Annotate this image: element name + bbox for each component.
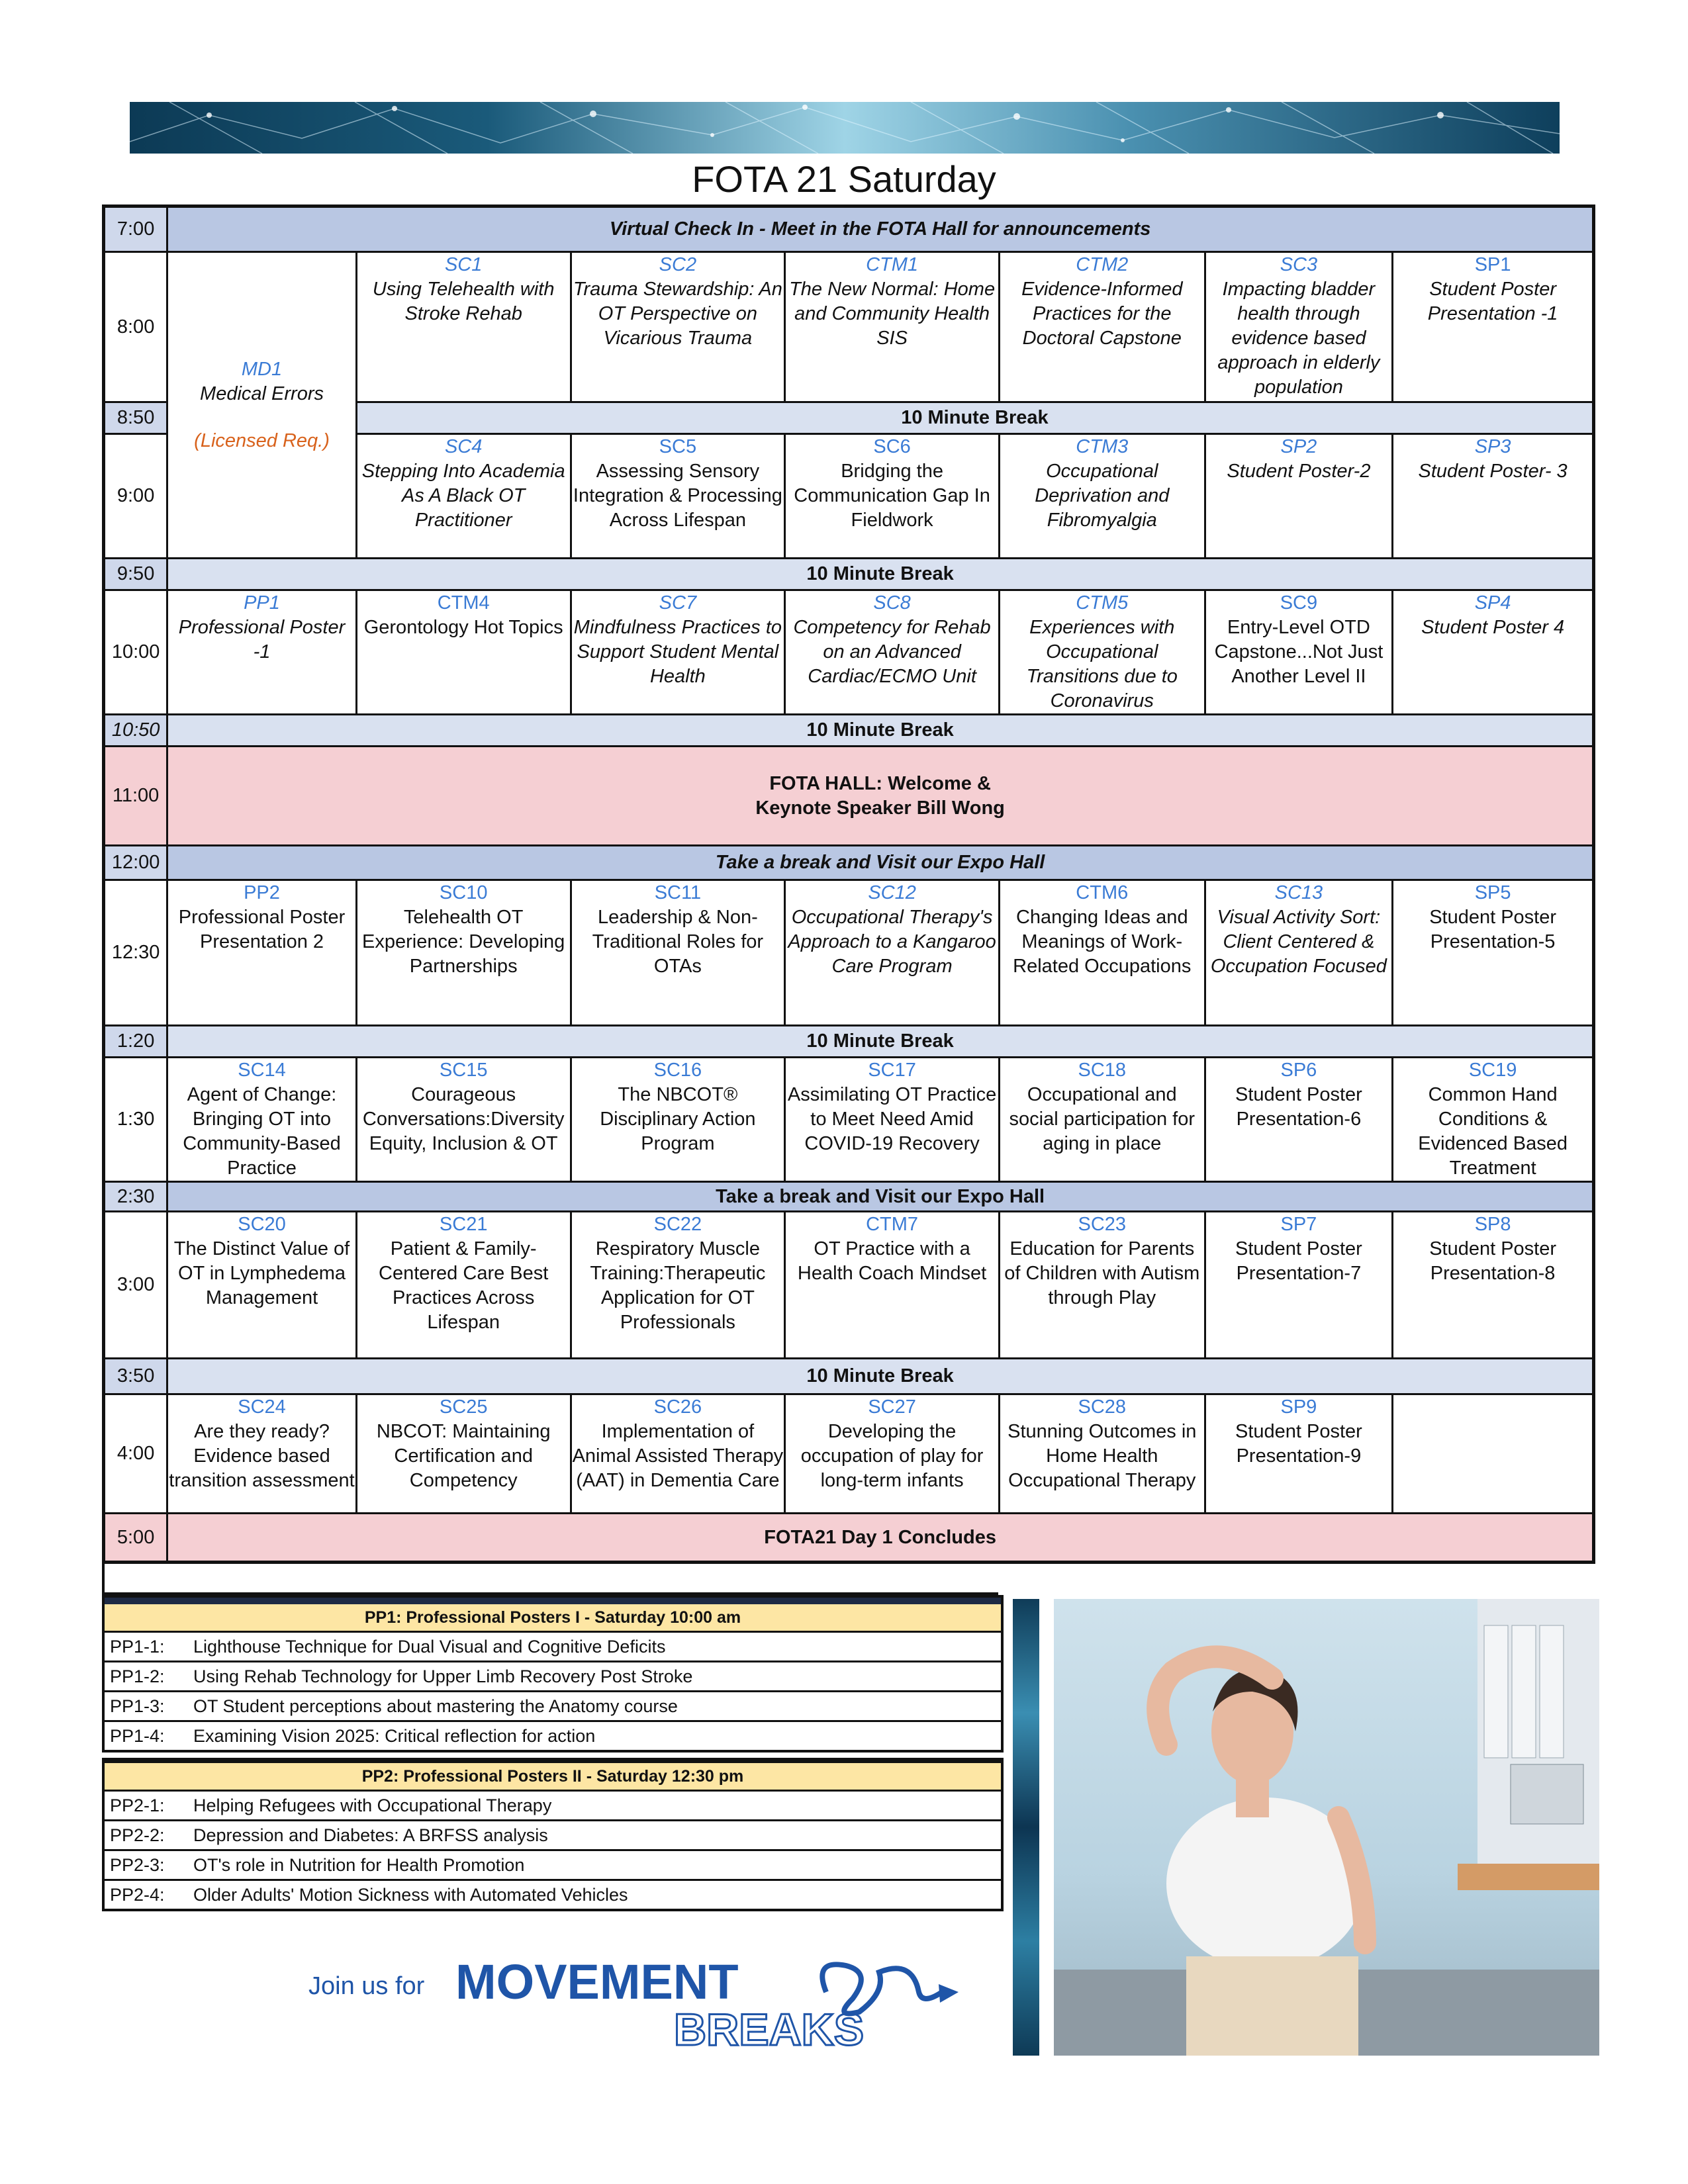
session-code: PP1 — [244, 592, 280, 614]
session-title: Student Poster Presentation-7 — [1235, 1238, 1362, 1284]
session-code: SC1 — [444, 254, 483, 275]
session-pp1[interactable] — [167, 590, 357, 715]
row-0130 — [104, 1058, 1594, 1182]
time-label: 12:00 — [104, 846, 167, 880]
session-sp6[interactable] — [1205, 1058, 1393, 1182]
session-title: Occupational and social participation for aging in place — [1009, 1084, 1196, 1154]
session-code: SC15 — [439, 1060, 488, 1081]
poster-title: Helping Refugees with Occupational Therapy — [193, 1796, 552, 1815]
session-code: SP7 — [1280, 1214, 1317, 1235]
row-1100 — [104, 747, 1594, 846]
session-title: Occupational Therapy's Approach to a Kangaroo Care Program — [788, 907, 996, 977]
session-title: Entry-Level OTD Capstone...Not Just Another Level II — [1214, 617, 1383, 687]
session-title: Student Poster Presentation-9 — [1235, 1421, 1362, 1467]
session-md1[interactable] — [167, 252, 357, 559]
session-sc14[interactable] — [167, 1058, 357, 1182]
row-0400 — [104, 1394, 1594, 1514]
page-title: FOTA 21 Saturday — [692, 158, 996, 200]
session-code: CTM6 — [1076, 882, 1129, 903]
session-code: SC4 — [444, 436, 483, 457]
session-ctm7[interactable] — [785, 1212, 1000, 1359]
session-title: Student Poster Presentation -1 — [1427, 279, 1558, 324]
row-0500 — [104, 1514, 1594, 1563]
session-code: SC13 — [1274, 882, 1323, 903]
session-code: SC11 — [654, 882, 702, 903]
break-banner: 10 Minute Break — [167, 1026, 1594, 1058]
session-title: Developing the occupation of play for long-term infants — [800, 1421, 984, 1491]
table-tail-left — [102, 1557, 105, 1595]
pp2-poster-list — [102, 1758, 1004, 1911]
session-sc11[interactable] — [571, 880, 785, 1026]
session-code: SC2 — [659, 254, 697, 275]
session-code: SP4 — [1474, 592, 1511, 614]
expo-break-banner: Take a break and Visit our Expo Hall — [167, 1182, 1594, 1212]
session-title: Competency for Rehab on an Advanced Cardiac/ECMO Unit — [793, 617, 991, 687]
break-banner: 10 Minute Break — [356, 402, 1593, 434]
header-banner — [130, 102, 1560, 154]
session-code: SC17 — [868, 1060, 916, 1081]
session-sc3[interactable] — [1205, 252, 1393, 402]
session-title: Leadership & Non-Traditional Roles for OTAs — [592, 907, 764, 977]
arrowhead-icon — [939, 1984, 959, 2003]
session-code: SC18 — [1078, 1060, 1127, 1081]
session-sc21[interactable] — [356, 1212, 571, 1359]
session-code: SC27 — [868, 1396, 916, 1418]
session-code: PP2 — [244, 882, 280, 903]
session-title: Occupational Deprivation and Fibromyalgia — [1035, 461, 1170, 531]
session-code: MD1 — [241, 358, 283, 380]
row-1200 — [104, 846, 1594, 880]
decorative-network-strip — [1013, 1599, 1039, 2056]
session-sc7[interactable] — [571, 590, 785, 715]
break-banner: 10 Minute Break — [167, 715, 1594, 747]
session-sc18[interactable] — [999, 1058, 1205, 1182]
session-title: Bridging the Communication Gap In Fieldwork — [794, 461, 990, 531]
row-1050 — [104, 715, 1594, 747]
session-title: Patient & Family-Centered Care Best Practices Across Lifespan — [379, 1238, 549, 1333]
session-ctm6[interactable] — [999, 880, 1205, 1026]
session-sc20[interactable] — [167, 1212, 357, 1359]
list-item[interactable] — [105, 1722, 1001, 1750]
time-label: 12:30 — [104, 880, 167, 1026]
session-code: SC3 — [1280, 254, 1318, 275]
session-title: Courageous Conversations:Diversity Equity, Inclusion & OT — [362, 1084, 565, 1154]
join-us-text: Join us for — [308, 1972, 425, 2000]
session-title: Implementation of Animal Assisted Therapy (AAT) in Dementia Care — [572, 1421, 784, 1491]
logo-line-2: BREAKS — [674, 2005, 865, 2052]
poster-title: Examining Vision 2025: Critical reflection for action — [193, 1726, 596, 1746]
session-title: Respiratory Muscle Training:Therapeutic Application for OT Professionals — [590, 1238, 766, 1333]
row-0700 — [104, 206, 1594, 252]
session-sc27[interactable] — [785, 1394, 1000, 1514]
time-label: 9:00 — [104, 434, 167, 559]
session-title: Student Poster Presentation-6 — [1235, 1084, 1362, 1130]
session-title: Medical Errors — [200, 383, 324, 404]
row-0350 — [104, 1359, 1594, 1394]
session-ctm1[interactable] — [785, 252, 1000, 402]
session-code: SC16 — [653, 1060, 702, 1081]
poster-title: Using Rehab Technology for Upper Limb Recovery Post Stroke — [193, 1666, 693, 1686]
session-title: Trauma Stewardship: An OT Perspective on Vicarious Trauma — [573, 279, 782, 349]
time-label: 8:50 — [104, 402, 167, 434]
movement-breaks-logo — [455, 1952, 972, 2052]
session-title: Student Poster Presentation-5 — [1429, 907, 1557, 952]
session-sc24[interactable] — [167, 1394, 357, 1514]
session-code: SC8 — [873, 592, 911, 614]
time-label: 9:50 — [104, 559, 167, 590]
session-code: SC9 — [1280, 592, 1318, 614]
row-0800 — [104, 252, 1594, 402]
session-code: SC20 — [238, 1214, 286, 1235]
session-sp4[interactable] — [1393, 590, 1594, 715]
session-code: SC28 — [1078, 1396, 1127, 1418]
list-item[interactable] — [105, 1633, 1001, 1662]
session-code: SC23 — [1078, 1214, 1127, 1235]
session-sc12[interactable] — [785, 880, 1000, 1026]
session-sc10[interactable] — [356, 880, 571, 1026]
session-title: Student Poster 4 — [1421, 617, 1565, 638]
session-sc2[interactable] — [571, 252, 785, 402]
session-sc1[interactable] — [356, 252, 571, 402]
poster-id: PP2-1: — [110, 1796, 165, 1815]
time-label: 4:00 — [104, 1394, 167, 1514]
session-title: Agent of Change: Bringing OT into Community-Based Practice — [183, 1084, 341, 1179]
session-title: Mindfulness Practices to Support Student Mental Health — [573, 617, 782, 687]
session-code: CTM2 — [1076, 254, 1129, 275]
time-label: 10:50 — [104, 715, 167, 747]
row-1000 — [104, 590, 1594, 715]
session-title: Telehealth OT Experience: Developing Partnerships — [362, 907, 565, 977]
poster-title: OT's role in Nutrition for Health Promotion — [193, 1855, 525, 1875]
session-code: CTM5 — [1076, 592, 1129, 614]
session-title: Impacting bladder health through evidence based approach in elderly population — [1217, 279, 1380, 398]
session-code: SC14 — [238, 1060, 286, 1081]
session-sc23[interactable] — [999, 1212, 1205, 1359]
session-code: SP5 — [1474, 882, 1511, 903]
session-title: Are they ready? Evidence based transition assessment — [169, 1421, 355, 1491]
session-sc28[interactable] — [999, 1394, 1205, 1514]
session-title: Visual Activity Sort: Client Centered & Occupation Focused — [1210, 907, 1387, 977]
session-title: Stepping Into Academia As A Black OT Practitioner — [361, 461, 565, 531]
session-title: Gerontology Hot Topics — [363, 617, 563, 638]
session-sc15[interactable] — [356, 1058, 571, 1182]
session-code: SP3 — [1474, 436, 1511, 457]
keynote-line-1: FOTA HALL: Welcome & — [769, 772, 991, 794]
session-title: Experiences with Occupational Transitions due to Coronavirus — [1026, 617, 1178, 711]
session-sc25[interactable] — [356, 1394, 571, 1514]
list-item[interactable] — [105, 1881, 1001, 1909]
session-title: Student Poster Presentation-8 — [1429, 1238, 1557, 1284]
network-graphic — [130, 102, 1560, 154]
session-code: SC24 — [238, 1396, 286, 1418]
row-1230 — [104, 880, 1594, 1026]
pp2-heading: PP2: Professional Posters II - Saturday 12:30 pm — [105, 1760, 1001, 1792]
session-sc26[interactable] — [571, 1394, 785, 1514]
time-label: 3:50 — [104, 1359, 167, 1394]
session-sc19[interactable] — [1393, 1058, 1594, 1182]
session-code: CTM4 — [437, 592, 490, 614]
poster-id: PP2-3: — [110, 1855, 165, 1875]
session-title: The NBCOT® Disciplinary Action Program — [600, 1084, 756, 1154]
time-label: 7:00 — [104, 206, 167, 252]
row-0230 — [104, 1182, 1594, 1212]
expo-break-banner: Take a break and Visit our Expo Hall — [167, 846, 1594, 880]
session-title: Common Hand Conditions & Evidenced Based Treatment — [1418, 1084, 1568, 1179]
session-title: Using Telehealth with Stroke Rehab — [372, 279, 555, 324]
pp1-poster-list — [102, 1595, 1004, 1752]
session-code: SP9 — [1280, 1396, 1317, 1418]
session-sc13[interactable] — [1205, 880, 1393, 1026]
list-item[interactable] — [105, 1792, 1001, 1821]
session-code: SC25 — [439, 1396, 488, 1418]
time-label: 1:20 — [104, 1026, 167, 1058]
session-title: Student Poster-2 — [1227, 461, 1371, 482]
keynote-banner[interactable] — [167, 747, 1594, 846]
pp1-heading: PP1: Professional Posters I - Saturday 10:00 am — [105, 1598, 1001, 1633]
session-title: Assimilating OT Practice to Meet Need Amid COVID-19 Recovery — [787, 1084, 997, 1154]
session-title: Assessing Sensory Integration & Processing Across Lifespan — [573, 461, 782, 531]
break-banner: 10 Minute Break — [167, 1359, 1594, 1394]
session-sc22[interactable] — [571, 1212, 785, 1359]
session-title: The Distinct Value of OT in Lymphedema Management — [173, 1238, 350, 1308]
session-title: Education for Parents of Children with Autism through Play — [1004, 1238, 1200, 1308]
time-label: 11:00 — [104, 747, 167, 846]
poster-id: PP1-1: — [110, 1637, 165, 1657]
session-empty — [1393, 1394, 1594, 1514]
poster-id: PP1-4: — [110, 1726, 165, 1746]
session-sc5[interactable] — [571, 434, 785, 559]
session-code: SC26 — [653, 1396, 702, 1418]
session-sc4[interactable] — [356, 434, 571, 559]
session-code: SP2 — [1280, 436, 1317, 457]
list-item[interactable] — [105, 1851, 1001, 1881]
session-ctm4[interactable] — [356, 590, 571, 715]
session-ctm5[interactable] — [999, 590, 1205, 715]
session-title: Student Poster- 3 — [1418, 461, 1568, 482]
poster-title: Lighthouse Technique for Dual Visual and Cognitive Deficits — [193, 1637, 666, 1657]
poster-id: PP2-2: — [110, 1825, 165, 1845]
session-code: CTM7 — [866, 1214, 919, 1235]
session-sc17[interactable] — [785, 1058, 1000, 1182]
poster-id: PP1-3: — [110, 1696, 165, 1716]
list-item[interactable] — [105, 1692, 1001, 1722]
list-item[interactable] — [105, 1662, 1001, 1692]
session-pp2[interactable] — [167, 880, 357, 1026]
stretching-woman-photo — [1054, 1599, 1599, 2056]
session-sp7[interactable] — [1205, 1212, 1393, 1359]
day-concludes-banner: FOTA21 Day 1 Concludes — [167, 1514, 1594, 1563]
time-label: 1:30 — [104, 1058, 167, 1182]
session-sc16[interactable] — [571, 1058, 785, 1182]
session-sc8[interactable] — [785, 590, 1000, 715]
time-label: 5:00 — [104, 1514, 167, 1563]
list-item[interactable] — [105, 1821, 1001, 1851]
session-title: OT Practice with a Health Coach Mindset — [797, 1238, 987, 1284]
break-banner: 10 Minute Break — [167, 559, 1594, 590]
poster-id: PP1-2: — [110, 1666, 165, 1686]
session-code: SC5 — [659, 436, 697, 457]
session-code: SC19 — [1468, 1060, 1517, 1081]
session-code: SC21 — [439, 1214, 488, 1235]
session-sp5[interactable] — [1393, 880, 1594, 1026]
session-code: SC12 — [868, 882, 916, 903]
time-label: 2:30 — [104, 1182, 167, 1212]
row-0950 — [104, 559, 1594, 590]
session-title: Evidence-Informed Practices for the Doctoral Capstone — [1021, 279, 1183, 349]
session-code: SP1 — [1474, 254, 1511, 275]
photo-illustration — [1054, 1599, 1599, 2056]
session-sp2[interactable] — [1205, 434, 1393, 559]
session-title: Professional Poster -1 — [178, 617, 346, 662]
session-code: SP6 — [1280, 1060, 1317, 1081]
session-title: Stunning Outcomes in Home Health Occupational Therapy — [1008, 1421, 1197, 1491]
row-0300 — [104, 1212, 1594, 1359]
session-ctm2[interactable] — [999, 252, 1205, 402]
session-ctm3[interactable] — [999, 434, 1205, 559]
session-sp3[interactable] — [1393, 434, 1594, 559]
poster-id: PP2-4: — [110, 1885, 165, 1905]
session-code: SP8 — [1474, 1214, 1511, 1235]
session-title: Professional Poster Presentation 2 — [178, 907, 346, 952]
time-label: 10:00 — [104, 590, 167, 715]
session-code: SC10 — [439, 882, 488, 903]
session-sc6[interactable] — [785, 434, 1000, 559]
session-code: SC22 — [653, 1214, 702, 1235]
session-code: SC7 — [659, 592, 697, 614]
session-sp1[interactable] — [1393, 252, 1594, 402]
check-in-banner: Virtual Check In - Meet in the FOTA Hall for announcements — [167, 206, 1594, 252]
session-code: CTM3 — [1076, 436, 1129, 457]
session-title: The New Normal: Home and Community Health SIS — [789, 279, 996, 349]
keynote-line-2: Keynote Speaker Bill Wong — [755, 797, 1005, 819]
session-title: NBCOT: Maintaining Certification and Competency — [376, 1421, 551, 1491]
licensed-note: (Licensed Req.) — [194, 430, 330, 451]
time-label: 3:00 — [104, 1212, 167, 1359]
poster-title: Older Adults' Motion Sickness with Automated Vehicles — [193, 1885, 628, 1905]
time-label: 8:00 — [104, 252, 167, 402]
session-sp8[interactable] — [1393, 1212, 1594, 1359]
session-code: CTM1 — [866, 254, 919, 275]
poster-title: Depression and Diabetes: A BRFSS analysis — [193, 1825, 548, 1845]
row-0120 — [104, 1026, 1594, 1058]
session-sp9[interactable] — [1205, 1394, 1393, 1514]
session-title: Changing Ideas and Meanings of Work-Related Occupations — [1013, 907, 1192, 977]
session-sc9[interactable] — [1205, 590, 1393, 715]
logo-line-1: MOVEMENT — [455, 1954, 739, 2009]
poster-title: OT Student perceptions about mastering the Anatomy course — [193, 1696, 678, 1716]
schedule-table — [102, 205, 1595, 1564]
session-code: SC6 — [873, 436, 911, 457]
